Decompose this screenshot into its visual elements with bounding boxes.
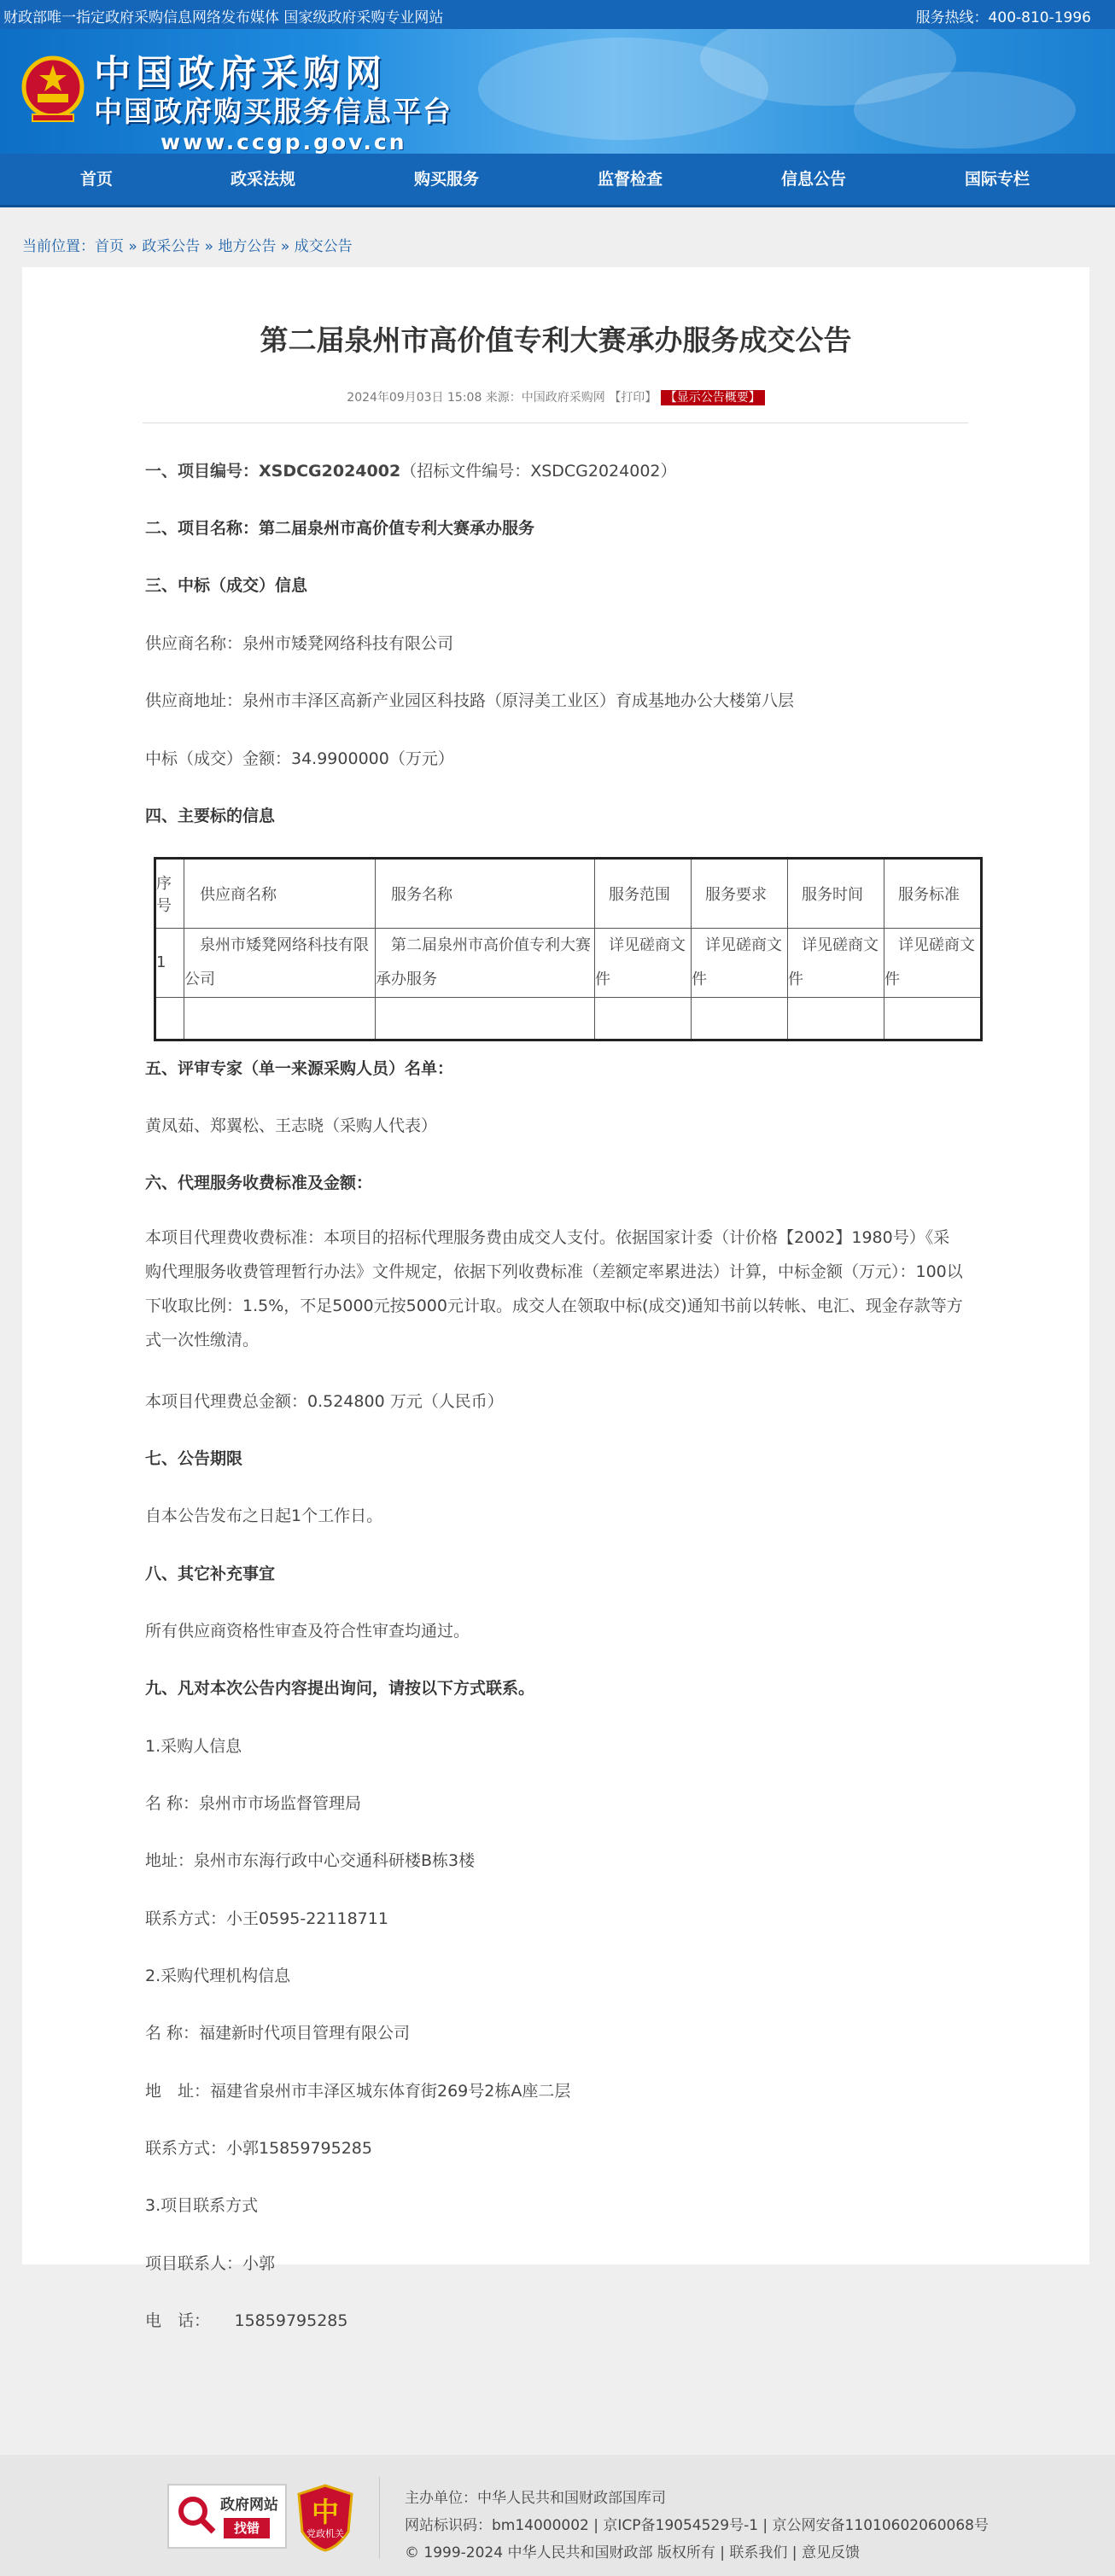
breadcrumb-deal[interactable]: 成交公告 xyxy=(294,238,353,255)
gov-site-error-report-badge[interactable] xyxy=(167,2484,287,2549)
top-bar xyxy=(0,0,1115,29)
agency-name: 名 称：福建新时代项目管理有限公司 xyxy=(145,2024,411,2043)
agency-contact: 联系方式：小郭15859795285 xyxy=(145,2139,372,2158)
purchaser-name: 名 称：泉州市市场监督管理局 xyxy=(145,1794,362,1813)
other-matters-text: 所有供应商资格性审查及符合性审查均通过。 xyxy=(145,1622,470,1641)
table-cell: 1 xyxy=(155,929,184,998)
footer-copyright: © 1999-2024 中华人民共和国财政部 版权所有 | 联系我们 | 意见反馈 xyxy=(405,2544,860,2561)
table-row xyxy=(155,929,982,998)
footer-host: 主办单位：中华人民共和国财政部国库司 xyxy=(405,2490,666,2507)
article-meta xyxy=(22,388,1089,405)
nav-regulations[interactable]: 政采法规 xyxy=(230,170,295,189)
article-date-source: 2024年09月03日 15:08 来源：中国政府采购网 【打印】 xyxy=(347,391,657,405)
notice-period-text: 自本公告发布之日起1个工作日。 xyxy=(145,1507,383,1525)
table-header-cell: 服务范围 xyxy=(595,859,692,929)
breadcrumb-gov-procurement[interactable]: 政采公告 xyxy=(142,238,201,255)
purchaser-contact: 联系方式：小王0595-22118711 xyxy=(145,1909,388,1928)
table-cell: 详见磋商文件 xyxy=(595,929,692,998)
header-banner xyxy=(0,29,1115,154)
section-contact: 九、凡对本次公告内容提出询问，请按以下方式联系。 xyxy=(145,1679,535,1698)
nav-announcements[interactable]: 信息公告 xyxy=(780,170,846,189)
project-number-label: 一、项目编号：XSDCG2024002 xyxy=(145,462,401,481)
badge-find-error-label: 找错 xyxy=(224,2518,270,2538)
main-nav xyxy=(0,154,1115,207)
table-cell: 详见磋商文件 xyxy=(788,929,884,998)
site-logo-subtitle: 中国政府购买服务信息平台 xyxy=(94,95,452,128)
section-other-matters: 八、其它补充事宜 xyxy=(145,1565,276,1583)
nav-international[interactable]: 国际专栏 xyxy=(964,170,1030,189)
table-header-cell: 服务名称 xyxy=(376,859,595,929)
badge-party-gov-label: 党政机关 xyxy=(306,2528,344,2539)
agency-info-title: 2.采购代理机构信息 xyxy=(145,1967,291,1985)
breadcrumb-separator: » xyxy=(200,238,219,255)
table-header-cell: 服务标准 xyxy=(884,859,982,929)
purchaser-info-title: 1.采购人信息 xyxy=(145,1737,242,1756)
project-contact-person: 项目联系人：小郭 xyxy=(145,2254,276,2273)
page-title: 第二届泉州市高价值专利大赛承办服务成交公告 xyxy=(260,323,852,357)
table-row-empty xyxy=(155,998,982,1040)
section-winning-info: 三、中标（成交）信息 xyxy=(145,576,308,595)
breadcrumb xyxy=(22,234,353,255)
supplier-name: 供应商名称：泉州市矮凳网络科技有限公司 xyxy=(145,634,454,653)
table-cell: 泉州市矮凳网络科技有限公司 xyxy=(184,929,376,998)
party-gov-badge[interactable] xyxy=(295,2484,355,2552)
table-header-cell: 供应商名称 xyxy=(184,859,376,929)
show-summary-button[interactable]: 【显示公告概要】 xyxy=(661,390,765,405)
footer-registration: 网站标识码：bm14000002 | 京ICP备19054529号-1 | 京公网安备11010602060068号 xyxy=(405,2517,989,2534)
winning-amount: 中标（成交）金额：34.9900000（万元） xyxy=(145,749,454,768)
fee-standard-text: 本项目代理费收费标准：本项目的招标代理服务费由成交人支付。依据国家计委（计价格【2002】1980号）《采购代理服务收费管理暂行办法》文件规定，依据下列收费标准（差额定率累进法）计算，中标金额（万元）：100以下收取比例：1.5%，不足5000元按5000元计取。成交人在领取中标(成交)通知书前以转帐、电汇、现金存款等方式一次性缴清。 xyxy=(145,1228,963,1349)
section-project-name: 二、项目名称：第二届泉州市高价值专利大赛承办服务 xyxy=(145,519,535,538)
purchaser-address: 地址：泉州市东海行政中心交通科研楼B栋3楼 xyxy=(145,1851,476,1870)
site-footer xyxy=(0,2455,1115,2576)
breadcrumb-home[interactable]: 首页 xyxy=(95,238,124,255)
table-cell: 详见磋商文件 xyxy=(692,929,788,998)
table-header-cell: 服务要求 xyxy=(692,859,788,929)
service-hotline: 服务热线：400-810-1996 xyxy=(915,9,1091,26)
breadcrumb-prefix: 当前位置： xyxy=(22,238,95,255)
breadcrumb-separator: » xyxy=(124,238,143,255)
site-logo-title[interactable]: 中国政府采购网 xyxy=(94,53,387,96)
table-header-cell: 序号 xyxy=(155,859,184,929)
breadcrumb-separator: » xyxy=(276,238,295,255)
nav-home[interactable]: 首页 xyxy=(79,170,113,189)
section-experts: 五、评审专家（单一来源采购人员）名单： xyxy=(145,1059,454,1078)
bid-doc-number: （招标文件编号：XSDCG2024002） xyxy=(400,462,677,481)
magnifier-icon xyxy=(176,2494,219,2537)
agency-address: 地 址：福建省泉州市丰泽区城东体育街269号2栋A座二层 xyxy=(145,2082,571,2101)
nav-supervision[interactable]: 监督检查 xyxy=(597,170,663,189)
top-bar-slogan: 财政部唯一指定政府采购信息网络发布媒体 国家级政府采购专业网站 xyxy=(3,9,444,26)
expert-list: 黄凤茹、郑翼松、王志晓（采购人代表） xyxy=(145,1116,438,1135)
breadcrumb-local[interactable]: 地方公告 xyxy=(218,238,277,255)
project-contact-title: 3.项目联系方式 xyxy=(145,2196,259,2215)
supplier-address: 供应商地址：泉州市丰泽区高新产业园区科技路（原浔美工业区）育成基地办公大楼第八层 xyxy=(145,691,795,710)
table-cell: 详见磋商文件 xyxy=(884,929,982,998)
main-items-table xyxy=(154,857,983,1041)
table-header-row xyxy=(155,859,982,929)
badge-char: 中 xyxy=(311,2496,339,2528)
national-emblem-icon xyxy=(20,55,85,126)
footer-divider xyxy=(379,2477,380,2559)
section-notice-period: 七、公告期限 xyxy=(145,1449,243,1468)
table-header-cell: 服务时间 xyxy=(788,859,884,929)
badge-gov-site-label: 政府网站 xyxy=(220,2497,278,2514)
section-main-items: 四、主要标的信息 xyxy=(145,807,276,825)
article-card xyxy=(22,267,1089,2330)
nav-purchase-services[interactable]: 购买服务 xyxy=(413,170,479,189)
section-project-number xyxy=(145,458,677,481)
section-agency-fee: 六、代理服务收费标准及金额： xyxy=(145,1174,373,1192)
project-contact-phone: 电 话： 15859795285 xyxy=(145,2311,348,2330)
site-url: www.ccgp.gov.cn xyxy=(161,130,407,154)
fee-total: 本项目代理费总金额：0.524800 万元（人民币） xyxy=(145,1392,504,1411)
table-cell: 第二届泉州市高价值专利大赛承办服务 xyxy=(376,929,595,998)
